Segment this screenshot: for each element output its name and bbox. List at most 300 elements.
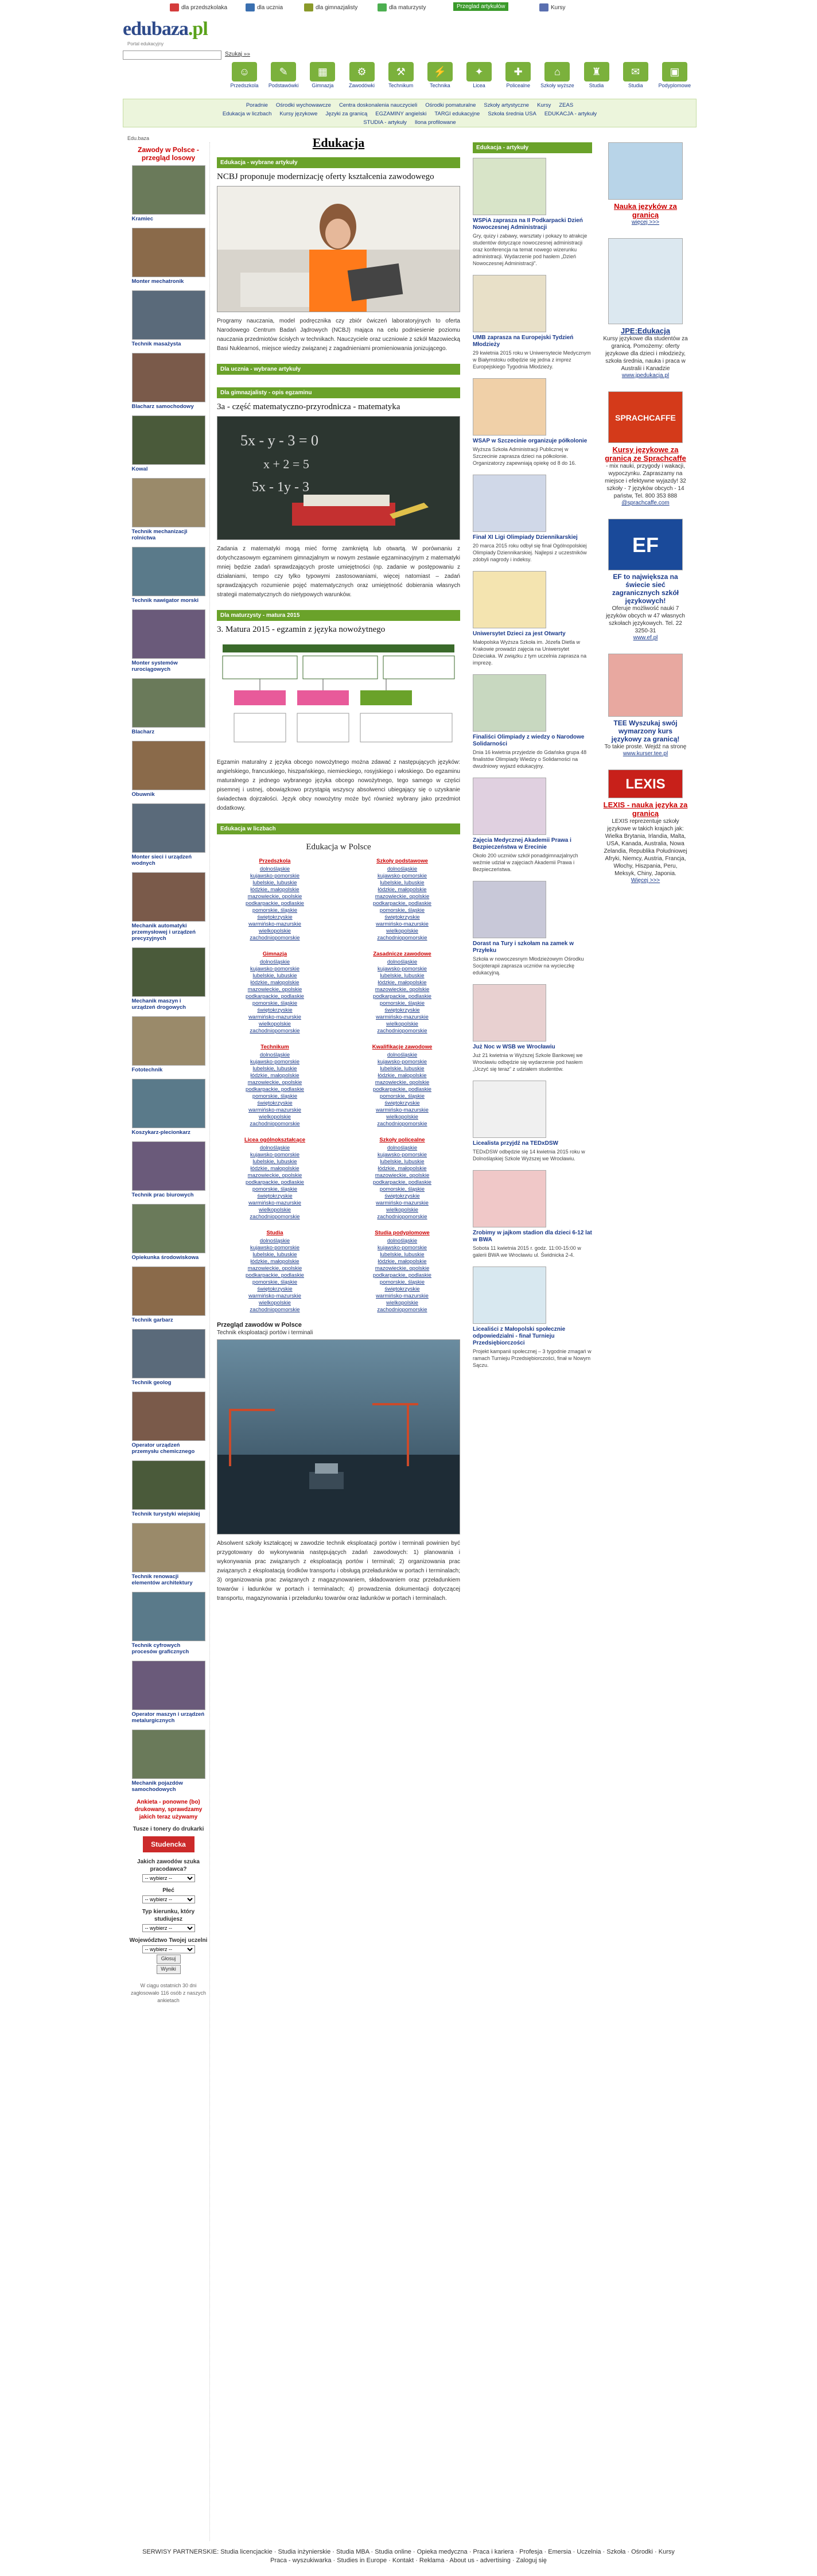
profession-card[interactable] (127, 228, 209, 285)
edu-region-link[interactable]: lubelskie, lubuskie (380, 1252, 425, 1258)
edu-region-link[interactable]: świętokrzyskie (384, 1007, 420, 1013)
edu-region-link[interactable]: zachodniopomorskie (250, 1214, 300, 1220)
nav-link[interactable]: Kursy (537, 102, 551, 108)
sidebar-article[interactable] (473, 778, 592, 873)
ad-link[interactable]: Więcej >>> (631, 877, 660, 884)
edu-region-link[interactable]: wielkopolskie (259, 928, 291, 934)
edu-region-link[interactable]: dolnośląskie (259, 1052, 290, 1058)
edu-region-link[interactable]: mazowieckie, opolskie (375, 1265, 430, 1272)
edu-region-link[interactable]: kujawsko-pomorskie (250, 1059, 300, 1065)
edu-region-link[interactable]: zachodniopomorskie (377, 935, 427, 941)
sidebar-article-title[interactable]: Zajęcia Medycznej Akademii Prawa i Bezpieczeństwa w Erecinie (473, 837, 571, 850)
sidebar-article-title[interactable]: WSPiA zaprasza na II Podkarpacki Dzień Nowoczesnej Administracji (473, 217, 583, 231)
profession-card[interactable] (127, 1079, 209, 1136)
edu-cell-heading[interactable]: Studia (266, 1230, 283, 1236)
edu-region-link[interactable]: warmińsko-mazurskie (376, 1200, 429, 1206)
profession-card[interactable] (127, 478, 209, 541)
nav-link[interactable]: Ośrodki wychowawcze (275, 102, 331, 108)
profession-label[interactable]: Technik prac biurowych (131, 1192, 194, 1198)
vote-button[interactable]: Głosuj (157, 1955, 181, 1964)
ad-sprachcaffe[interactable] (602, 391, 688, 506)
edu-region-link[interactable]: podkarpackie, podlaskie (373, 993, 431, 1000)
edu-region-link[interactable]: dolnośląskie (259, 866, 290, 872)
category-gimnazja[interactable]: ▦ Gimnazja (305, 62, 340, 94)
edu-cell-heading[interactable]: Przedszkola (259, 858, 291, 864)
edu-region-link[interactable]: kujawsko-pomorskie (250, 1152, 300, 1158)
edu-region-link[interactable]: łódzkie, małopolskie (250, 1073, 299, 1079)
edu-region-link[interactable]: zachodniopomorskie (377, 1028, 427, 1034)
ad-title[interactable]: JPE:Edukacja (621, 327, 670, 335)
edu-region-link[interactable]: warmińsko-mazurskie (248, 1200, 301, 1206)
ad-title[interactable]: Kursy językowe za granicą ze Sprachcaffe (605, 445, 686, 463)
ad-link[interactable]: więcej >>> (631, 219, 660, 226)
search-input[interactable] (123, 50, 221, 60)
edu-region-link[interactable]: zachodniopomorskie (250, 1307, 300, 1313)
edu-region-link[interactable]: łódzkie, małopolskie (250, 887, 299, 893)
profession-image (132, 165, 205, 215)
profession-label[interactable]: Technik mechanizacji rolnictwa (131, 529, 188, 541)
prof-box-image[interactable] (217, 1339, 460, 1534)
profession-label[interactable]: Fototechnik (131, 1067, 163, 1073)
secondary-nav (123, 99, 697, 127)
edu-region-link[interactable]: wielkopolskie (386, 1207, 418, 1213)
edu-region-link[interactable]: pomorskie, śląskie (379, 907, 425, 914)
nav-link[interactable]: Kursy językowe (279, 111, 318, 117)
category-policealne[interactable]: ✚ Policealne (501, 62, 535, 94)
edu-region-link[interactable]: łódzkie, małopolskie (250, 1165, 299, 1172)
edu-region-link[interactable]: lubelskie, lubuskie (252, 1066, 297, 1072)
edu-region-link[interactable]: podkarpackie, podlaskie (373, 900, 431, 907)
edu-region-link[interactable]: warmińsko-mazurskie (248, 1107, 301, 1113)
edu-region-link[interactable]: kujawsko-pomorskie (377, 1152, 427, 1158)
sidebar-article-title[interactable]: UMB zaprasza na Europejski Tydzień Młodzieży (473, 335, 574, 348)
edu-region-link[interactable]: wielkopolskie (386, 1114, 418, 1120)
edu-region-link[interactable]: łódzkie, małopolskie (250, 980, 299, 986)
top-link-maturzysta[interactable]: dla maturzysty (378, 3, 426, 11)
edu-region-link[interactable]: podkarpackie, podlaskie (246, 900, 304, 907)
profession-card[interactable] (127, 1266, 209, 1323)
studencka-logo[interactable]: Studencka (143, 1836, 194, 1852)
profession-card[interactable] (127, 678, 209, 735)
nav-link[interactable]: Języki za granicą (325, 111, 368, 117)
ad-title[interactable]: EF to największa na świecie sieć zagranicznych szkół językowych! (612, 573, 679, 605)
ad-link[interactable]: www.kurser.tee.pl (623, 751, 668, 757)
breadcrumb[interactable]: Edu.baza (127, 135, 150, 141)
sidebar-article-text: 29 kwietnia 2015 roku w Uniwersytecie Medycznym w Białymstoku odbędzie się jedna z imprez Europejskiego Tygodnia Młodzieży. (473, 350, 591, 370)
ad-link[interactable]: @sprachcaffe.com (621, 500, 670, 506)
ads-column (602, 142, 688, 896)
edu-region-link[interactable]: pomorskie, śląskie (379, 1186, 425, 1192)
edu-region-link[interactable]: świętokrzyskie (384, 1100, 420, 1106)
profession-card[interactable] (127, 1016, 209, 1073)
sidebar-article-image (473, 778, 546, 835)
edu-cell-heading[interactable]: Zasadnicze zawodowe (373, 951, 431, 957)
category-studies[interactable]: ♜ Studia (579, 62, 614, 94)
edu-region-link[interactable]: mazowieckie, opolskie (247, 1265, 302, 1272)
nav-link[interactable]: Centra doskonalenia nauczycieli (339, 102, 418, 108)
profession-card[interactable] (127, 1329, 209, 1386)
profession-image (132, 547, 205, 596)
profession-label[interactable]: Blacharz (131, 729, 155, 735)
edu-region-link[interactable]: dolnośląskie (387, 959, 418, 965)
edu-region-link[interactable]: warmińsko-mazurskie (376, 1014, 429, 1020)
sidebar-article[interactable] (473, 158, 592, 267)
edu-region-link[interactable]: łódzkie, małopolskie (378, 1073, 427, 1079)
edu-region-link[interactable]: pomorskie, śląskie (379, 1093, 425, 1099)
profession-card[interactable] (127, 1592, 209, 1655)
nav-link[interactable]: EGZAMINY angielski (375, 111, 427, 117)
edu-region-link[interactable]: podkarpackie, podlaskie (373, 1086, 431, 1093)
edu-region-link[interactable]: podkarpackie, podlaskie (373, 1272, 431, 1279)
sidebar-article-title[interactable]: Licealiści z Małopolski społecznie odpowiedzialni - finał Turnieju Przedsiębiorczości (473, 1326, 566, 1346)
edu-region-link[interactable]: mazowieckie, opolskie (375, 986, 430, 993)
sidebar-article-image (473, 571, 546, 628)
nav-link[interactable]: Szkoła średnia USA (488, 111, 536, 117)
ad-image (608, 142, 683, 200)
nav-link[interactable]: Szkoły artystyczne (484, 102, 530, 108)
poll-select-2[interactable] (142, 1895, 195, 1903)
profession-card[interactable] (127, 1141, 209, 1198)
edu-region-link[interactable]: pomorskie, śląskie (379, 1279, 425, 1285)
sidebar-article-title[interactable]: Finał XI Ligi Olimpiady Dziennikarskiej (473, 534, 578, 541)
profession-card[interactable] (127, 1204, 209, 1261)
ad-title[interactable]: LEXIS - nauka języka za granicą (603, 801, 688, 818)
profession-card[interactable] (127, 872, 209, 942)
ad-link[interactable]: www.ef.pl (633, 635, 658, 641)
article-image[interactable] (217, 186, 460, 312)
edu-region-link[interactable]: kujawsko-pomorskie (377, 966, 427, 972)
profession-label[interactable]: Technik garbarz (131, 1317, 173, 1323)
profession-label[interactable]: Technik geolog (131, 1380, 172, 1386)
top-link-articles[interactable]: Przeglad artykułów (453, 2, 508, 11)
edu-region-link[interactable]: zachodniopomorskie (377, 1307, 427, 1313)
edu-region-link[interactable]: mazowieckie, opolskie (375, 1079, 430, 1086)
edu-region-link[interactable]: podkarpackie, podlaskie (246, 1272, 304, 1279)
edu-region-link[interactable]: dolnośląskie (259, 1238, 290, 1244)
nav-link[interactable]: STUDIA - artykuły (363, 119, 407, 126)
edu-region-link[interactable]: warmińsko-mazurskie (248, 1293, 301, 1299)
top-link-student[interactable]: dla ucznia (246, 3, 283, 11)
article-title[interactable]: 3a - część matematyczno-przyrodnicza - matematyka (217, 402, 400, 411)
category-studies-2[interactable]: ✉ Studia (618, 62, 653, 94)
sidebar-article-title[interactable]: Finaliści Olimpiady z wiedzy o Narodowe Solidarności (473, 734, 585, 747)
nav-link[interactable]: Edukacja w liczbach (222, 111, 272, 117)
top-link-gimnazjalista[interactable]: dla gimnazjalisty (304, 3, 357, 11)
profession-card[interactable] (127, 609, 209, 673)
profession-label[interactable]: Operator urządzeń przemysłu chemicznego (131, 1442, 195, 1455)
profession-card[interactable] (127, 165, 209, 222)
edu-region-link[interactable]: lubelskie, lubuskie (252, 973, 297, 979)
section-header[interactable]: Dla gimnazjalisty - opis egzaminu (217, 387, 460, 398)
edu-region-link[interactable]: zachodniopomorskie (250, 935, 300, 941)
article-image[interactable] (217, 416, 460, 540)
profession-card[interactable] (127, 803, 209, 867)
profession-label[interactable]: Mechanik pojazdów samochodowych (131, 1780, 183, 1793)
profession-card[interactable] (127, 1460, 209, 1517)
profession-label[interactable]: Kowal (131, 466, 148, 472)
edu-region-link[interactable]: zachodniopomorskie (250, 1121, 300, 1127)
edu-region-link[interactable]: lubelskie, lubuskie (380, 973, 425, 979)
category-vocational[interactable]: ⚙ Zawodówki (345, 62, 379, 94)
edu-region-link[interactable]: wielkopolskie (259, 1114, 291, 1120)
profession-label[interactable]: Koszykarz-plecionkarz (131, 1129, 190, 1136)
edu-region-link[interactable]: świętokrzyskie (257, 914, 293, 920)
edu-cell-heading[interactable]: Kwalifikacje zawodowe (372, 1044, 433, 1050)
section-header[interactable]: Dla maturzysty - matura 2015 (217, 610, 460, 621)
profession-image (132, 290, 205, 340)
profession-card[interactable] (127, 547, 209, 604)
category-higher[interactable]: ⌂ Szkoły wyższe (540, 62, 574, 94)
ad-jpe[interactable] (602, 238, 688, 379)
edu-region-link[interactable]: wielkopolskie (386, 928, 418, 934)
edu-region-link[interactable]: podkarpackie, podlaskie (373, 1179, 431, 1186)
edu-cell (217, 1137, 333, 1221)
student-photo (217, 187, 460, 312)
edu-region-link[interactable]: łódzkie, małopolskie (250, 1258, 299, 1265)
edu-region-link[interactable]: pomorskie, śląskie (252, 1279, 298, 1285)
edu-region-link[interactable]: podkarpackie, podlaskie (246, 993, 304, 1000)
edu-region-link[interactable]: świętokrzyskie (257, 1100, 293, 1106)
edu-region-link[interactable]: łódzkie, małopolskie (378, 1258, 427, 1265)
results-button[interactable]: Wyniki (157, 1965, 181, 1974)
profession-card[interactable] (127, 415, 209, 472)
edu-region-link[interactable]: dolnośląskie (387, 1238, 418, 1244)
profession-label[interactable]: Technik masażysta (131, 341, 181, 347)
sidebar-article[interactable] (473, 1170, 592, 1258)
section-header[interactable]: Edukacja - wybrane artykuły (217, 157, 460, 168)
sidebar-article[interactable] (473, 1081, 592, 1162)
poll-box (127, 1798, 209, 2004)
edu-cell (217, 858, 333, 942)
profession-label[interactable]: Technik nawigator morski (131, 597, 199, 604)
edu-region-link[interactable]: kujawsko-pomorskie (377, 1245, 427, 1251)
edu-region-link[interactable]: pomorskie, śląskie (252, 1093, 298, 1099)
poll-select-3[interactable] (142, 1924, 195, 1932)
sidebar-article-title[interactable]: Dorast na Tury i szkołam na zamek w Przyłeku (473, 941, 574, 954)
site-logo[interactable]: edubaza.pl (123, 18, 208, 40)
ad-title[interactable]: TEE Wyszukaj swój wymarzony kurs językowy za granicą! (611, 719, 680, 743)
edu-region-link[interactable]: lubelskie, lubuskie (380, 880, 425, 886)
edu-region-link[interactable]: warmińsko-mazurskie (376, 921, 429, 927)
profession-label[interactable]: Mechanik automatyki przemysłowej i urządzeń precyzyjnych (131, 923, 196, 942)
edu-region-link[interactable]: świętokrzyskie (384, 1286, 420, 1292)
edu-region-link[interactable]: lubelskie, lubuskie (380, 1159, 425, 1165)
nav-link[interactable]: ZEAS (559, 102, 574, 108)
top-link-courses[interactable]: Kursy (539, 3, 566, 11)
edu-region-link[interactable]: kujawsko-pomorskie (250, 873, 300, 879)
edu-region-link[interactable]: łódzkie, małopolskie (378, 1165, 427, 1172)
profession-image (132, 1661, 205, 1710)
profession-label[interactable]: Monter sieci i urządzeń wodnych (131, 854, 192, 867)
poll-select-4[interactable] (142, 1945, 195, 1953)
sidebar-article-text: Projekt kampanii społecznej – 3 tygodnie zmagań w ramach Turnieju Przedsiębiorczości, finał w Nowym Sączu. (473, 1349, 592, 1368)
edu-region-link[interactable]: podkarpackie, podlaskie (246, 1179, 304, 1186)
top-link-preschool[interactable]: dla przedszkolaka (170, 3, 227, 11)
section-header[interactable]: Dla ucznia - wybrane artykuły (217, 364, 460, 375)
sidebar-article-title[interactable]: WSAP w Szczecinie organizuje półkolonie (473, 438, 588, 444)
profession-card[interactable] (127, 290, 209, 347)
edu-cell-heading[interactable]: Studia podyplomowe (375, 1230, 430, 1236)
edu-region-link[interactable]: pomorskie, śląskie (252, 1000, 298, 1007)
profession-label[interactable]: Technik renowacji elementów architektury (131, 1573, 193, 1586)
sidebar-article[interactable] (473, 674, 592, 770)
edu-region-link[interactable]: mazowieckie, opolskie (247, 1172, 302, 1179)
edu-region-link[interactable]: lubelskie, lubuskie (252, 1159, 297, 1165)
sidebar-article-title[interactable]: Już Noc w WSB we Wrocławiu (473, 1044, 555, 1050)
edu-cell-heading[interactable]: Technikum (260, 1044, 289, 1050)
profession-label[interactable]: Kramiec (131, 216, 153, 222)
edu-region-link[interactable]: świętokrzyskie (384, 1193, 420, 1199)
edu-region-link[interactable]: warmińsko-mazurskie (248, 1014, 301, 1020)
category-icons (227, 62, 692, 94)
edu-cell-heading[interactable]: Szkoły policealne (379, 1137, 425, 1143)
edu-region-link[interactable]: łódzkie, małopolskie (378, 887, 427, 893)
profession-card[interactable] (127, 741, 209, 798)
edu-region-link[interactable]: kujawsko-pomorskie (377, 1059, 427, 1065)
edu-region-link[interactable]: kujawsko-pomorskie (250, 1245, 300, 1251)
profession-image (132, 678, 205, 728)
ad-ef[interactable] (602, 519, 688, 641)
edu-region-link[interactable]: warmińsko-mazurskie (248, 921, 301, 927)
footer-partners[interactable]: SERWISY PARTNERSKIE: Studia licencjackie · Studia inżynierskie · Studia MBA · Studia online · Opieka medyczna · Praca i kariera · Profesja · Emersia · Uczelnia · Szkoła · Ośrodki · Kursy (142, 2548, 675, 2555)
sidebar-article-title[interactable]: Zrobimy w jajkom stadion dla dzieci 6-12 lat w BWA (473, 1230, 592, 1243)
edu-region-link[interactable]: pomorskie, śląskie (379, 1000, 425, 1007)
search-button[interactable]: Szukaj »» (225, 51, 250, 57)
professions-heading: Zawody w Polsce - przegląd losowy (138, 146, 199, 162)
profession-card[interactable] (127, 1730, 209, 1793)
edu-region-link[interactable]: wielkopolskie (259, 1021, 291, 1027)
courses-icon (539, 3, 548, 11)
edu-region-link[interactable]: świętokrzyskie (384, 914, 420, 920)
nav-link[interactable]: Ilona profilowane (414, 119, 456, 126)
category-primary[interactable]: ✎ Podstawówki (266, 62, 301, 94)
poll-select-1[interactable] (142, 1874, 195, 1882)
poll-subtitle: Tusze i tonery do drukarki (133, 1826, 204, 1832)
sidebar-article[interactable] (473, 571, 592, 666)
profession-card[interactable] (127, 1392, 209, 1455)
edu-region-link[interactable]: dolnośląskie (387, 1052, 418, 1058)
profession-label[interactable]: Monter mechatronik (131, 278, 184, 285)
edu-region-link[interactable]: wielkopolskie (259, 1300, 291, 1306)
edu-region-link[interactable]: lubelskie, lubuskie (252, 880, 297, 886)
edu-cell-heading[interactable]: Gimnazja (262, 951, 287, 957)
edu-region-link[interactable]: pomorskie, śląskie (252, 1186, 298, 1192)
edu-region-link[interactable]: wielkopolskie (386, 1021, 418, 1027)
edu-region-link[interactable]: mazowieckie, opolskie (247, 986, 302, 993)
footer-links[interactable]: Praca - wyszukiwarka · Studies in Europe · Kontakt · Reklama · About us - advertising · Zaloguj się (270, 2557, 547, 2564)
edu-region-link[interactable]: dolnośląskie (259, 959, 290, 965)
ad-link[interactable]: www.jpedukacja.pl (621, 372, 670, 379)
profession-label[interactable]: Opiekunka środowiskowa (131, 1254, 199, 1261)
edu-region-link[interactable]: pomorskie, śląskie (252, 907, 298, 914)
profession-image (132, 1329, 205, 1378)
sidebar-article[interactable] (473, 378, 592, 467)
edu-region-link[interactable]: warmińsko-mazurskie (376, 1107, 429, 1113)
profession-label[interactable]: Operator maszyn i urządzeń metalurgicznych (131, 1711, 205, 1724)
profession-card[interactable] (127, 353, 209, 410)
edu-region-link[interactable]: zachodniopomorskie (377, 1214, 427, 1220)
profession-card[interactable] (127, 1661, 209, 1724)
sidebar-article-image (473, 158, 546, 215)
edu-region-link[interactable]: zachodniopomorskie (377, 1121, 427, 1127)
nav-link[interactable]: TARGI edukacyjne (434, 111, 480, 117)
edu-cell-heading[interactable]: Licea ogólnokształcące (244, 1137, 306, 1143)
profession-label[interactable]: Technik cyfrowych procesów graficznych (131, 1642, 189, 1655)
edu-region-link[interactable]: warmińsko-mazurskie (376, 1293, 429, 1299)
edu-region-link[interactable]: podkarpackie, podlaskie (246, 1086, 304, 1093)
edu-region-link[interactable]: świętokrzyskie (257, 1193, 293, 1199)
edu-region-link[interactable]: mazowieckie, opolskie (375, 1172, 430, 1179)
sidebar-article[interactable] (473, 1266, 592, 1369)
ad-tee[interactable] (602, 654, 688, 757)
section-header[interactable]: Edukacja w liczbach (217, 823, 460, 834)
profession-label[interactable]: Monter systemów rurociągowych (131, 660, 178, 673)
article-image[interactable] (217, 639, 460, 753)
sidebar-article-title[interactable]: Licealista przyjdź na TEDxDSW (473, 1140, 558, 1147)
category-postgraduate[interactable]: ▣ Podyplomowe (658, 62, 692, 94)
edu-region-link[interactable]: lubelskie, lubuskie (252, 1252, 297, 1258)
profession-label[interactable]: Mechanik maszyn i urządzeń drogowych (131, 998, 186, 1011)
edu-region-link[interactable]: dolnośląskie (387, 866, 418, 872)
nav-link[interactable]: Ośrodki pomaturalne (425, 102, 476, 108)
licea-icon: ✦ (466, 62, 492, 81)
nav-link[interactable]: Poradnie (246, 102, 268, 108)
ad-title[interactable]: Nauka języków za granicą (614, 202, 677, 219)
poll-question: Województwo Twojej uczelni (129, 1937, 208, 1944)
edu-region-link[interactable]: świętokrzyskie (257, 1286, 293, 1292)
edu-cell (217, 1230, 333, 1314)
ad-nauka[interactable] (602, 142, 688, 226)
category-preschools[interactable]: ☺ Przedszkola (227, 62, 262, 94)
prof-box-subtitle[interactable]: Technik eksploatacji portów i terminali (217, 1330, 313, 1336)
technikum-icon: ⚒ (388, 62, 414, 81)
edu-region-link[interactable]: mazowieckie, opolskie (247, 1079, 302, 1086)
edu-region-link[interactable]: wielkopolskie (259, 1207, 291, 1213)
nav-link[interactable]: EDUKACJA - artykuły (544, 111, 597, 117)
profession-label[interactable]: Obuwnik (131, 791, 155, 798)
sidebar-article[interactable] (473, 881, 592, 976)
article-title[interactable]: 3. Matura 2015 - egzamin z języka nowożytnego (217, 625, 386, 634)
edu-region-link[interactable]: mazowieckie, opolskie (247, 893, 302, 900)
edu-region-link[interactable]: wielkopolskie (386, 1300, 418, 1306)
profession-card[interactable] (127, 1523, 209, 1586)
profession-label[interactable]: Blacharz samochodowy (131, 403, 194, 410)
category-technika[interactable]: ⚡ Technika (423, 62, 457, 94)
article-title[interactable]: NCBJ proponuje modernizację oferty kształcenia zawodowego (217, 172, 434, 181)
edu-region-link[interactable]: dolnośląskie (387, 1145, 418, 1151)
edu-region-link[interactable]: lubelskie, lubuskie (380, 1066, 425, 1072)
sidebar-article[interactable] (473, 475, 592, 563)
profession-label[interactable]: Technik turystyki wiejskiej (131, 1511, 200, 1517)
profession-card[interactable] (127, 947, 209, 1011)
edu-region-link[interactable]: mazowieckie, opolskie (375, 893, 430, 900)
profession-image (132, 872, 205, 922)
sidebar-article[interactable] (473, 984, 592, 1073)
ad-lexis[interactable] (602, 770, 688, 884)
sidebar-article[interactable] (473, 275, 592, 370)
edu-cell-heading[interactable]: Szkoły podstawowe (376, 858, 428, 864)
sidebar-article-image (473, 1170, 546, 1227)
edu-region-link[interactable]: kujawsko-pomorskie (377, 873, 427, 879)
edu-region-link[interactable]: dolnośląskie (259, 1145, 290, 1151)
edu-region-link[interactable]: łódzkie, małopolskie (378, 980, 427, 986)
edu-region-link[interactable]: zachodniopomorskie (250, 1028, 300, 1034)
edu-region-link[interactable]: kujawsko-pomorskie (250, 966, 300, 972)
category-licea[interactable]: ✦ Licea (462, 62, 496, 94)
edu-region-link[interactable]: świętokrzyskie (257, 1007, 293, 1013)
sidebar-article-title[interactable]: Uniwersytet Dzieci za jest Otwarty (473, 631, 566, 637)
category-technikum[interactable]: ⚒ Technikum (384, 62, 418, 94)
